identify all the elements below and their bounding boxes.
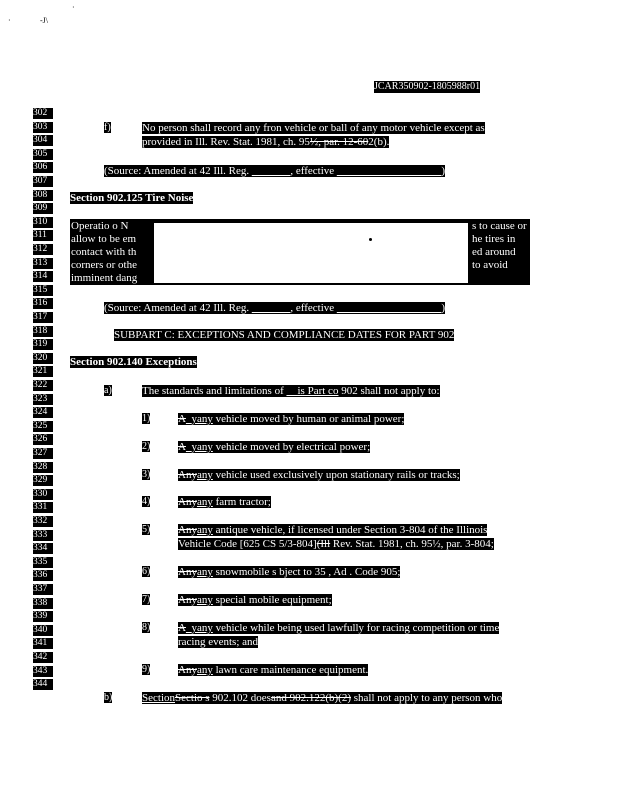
operation-line3-b: ed around	[472, 246, 516, 258]
item-text-b: vehicle moved by human or animal power;	[212, 413, 405, 425]
item-inserted-text: _	[185, 413, 192, 425]
para-f-line1: No person shall record any fron vehicle or ball of any motor vehicle except as	[142, 122, 485, 134]
line-number: 338	[33, 598, 53, 609]
item-label: 1)	[142, 413, 151, 424]
para-b-text	[142, 692, 502, 704]
operation-line4-a: corners or othe	[71, 259, 137, 271]
source-note-1-mid: , effective	[290, 165, 337, 177]
line-number: 337	[33, 584, 53, 595]
line-number: 322	[33, 380, 53, 391]
item-struck-text: Any	[178, 664, 197, 676]
line-number: 318	[33, 326, 53, 337]
item-label: 8)	[142, 622, 151, 633]
para-b-text-a: Section	[142, 692, 175, 704]
line-number: 308	[33, 190, 53, 201]
source-note-2-end: )	[441, 302, 446, 314]
para-b-text-b: Sectio s	[175, 692, 210, 704]
item-struck-text: Any	[178, 496, 197, 508]
para-a-label: a)	[104, 385, 112, 396]
item-text	[178, 441, 370, 453]
item-text-line2-a: Vehicle Code [625 CS 5/3-804]	[178, 538, 317, 550]
item-text-b: farm tractor;	[212, 496, 271, 508]
item-text-a: any	[196, 566, 213, 578]
line-number: 335	[33, 557, 53, 568]
line-number: 309	[33, 203, 53, 214]
line-number: 332	[33, 516, 53, 527]
operation-line3-a: contact with th	[71, 246, 137, 258]
item-label: 7)	[142, 594, 151, 605]
section-125-heading: Section 902.125 Tire Noise	[70, 192, 194, 204]
operation-line5-a: imminent dang	[71, 272, 138, 284]
item-struck-text: A	[178, 441, 186, 453]
scan-speck: ·	[8, 16, 11, 25]
line-number: 319	[33, 339, 53, 350]
item-text-a: any	[196, 594, 213, 606]
operation-line1-a: Operatio o N	[71, 220, 129, 232]
source-note-1-end: )	[441, 165, 446, 177]
source-note-1-blank-b: ___________________	[336, 165, 442, 177]
item-text-line2-b: (Ill	[316, 538, 331, 550]
item-text-line2-c: Rev. Stat. 1981, ch. 95½, par. 3-804;	[330, 538, 494, 550]
line-number: 305	[33, 149, 53, 160]
line-number: 307	[33, 176, 53, 187]
line-number: 311	[33, 230, 53, 241]
redaction-block	[154, 223, 468, 283]
para-b-label: b)	[104, 692, 113, 703]
item-label: 5)	[142, 524, 151, 535]
line-number: 314	[33, 271, 53, 282]
source-note-1-blank-a: _______	[251, 165, 291, 177]
line-number: 329	[33, 475, 53, 486]
para-b-text-e: shall not apply to any person who	[351, 692, 503, 704]
item-text-a: any	[196, 664, 213, 676]
item-text-b: snowmobile s bject to 35 , Ad . Code 905;	[212, 566, 401, 578]
item-text-b: vehicle while being used lawfully for racing competition or time	[212, 622, 500, 634]
para-a-text	[142, 385, 440, 397]
source-note-2-text: (Source: Amended at 42 Ill. Reg.	[104, 302, 252, 314]
item-text	[178, 469, 460, 481]
item-text-a: yany	[191, 622, 213, 634]
line-number: 320	[33, 353, 53, 364]
line-number: 330	[33, 489, 53, 500]
line-number: 341	[33, 638, 53, 649]
item-text	[178, 496, 271, 508]
line-number: 306	[33, 162, 53, 173]
line-number: 323	[33, 394, 53, 405]
line-number: 325	[33, 421, 53, 432]
para-b-text-c: 902.102 does	[209, 692, 271, 704]
line-number: 315	[33, 285, 53, 296]
item-text-b: vehicle used exclusively upon stationary rails or tracks;	[212, 469, 460, 481]
item-text	[178, 594, 332, 606]
para-b-text-d: and 902.122(b)(2)	[270, 692, 351, 704]
item-text	[178, 664, 368, 676]
scan-speck: ·	[72, 3, 75, 12]
subpart-heading: SUBPART C: EXCEPTIONS AND COMPLIANCE DATES FOR PART 902	[114, 329, 455, 341]
item-text-a: any	[196, 469, 213, 481]
item-text-a: any	[196, 524, 213, 536]
line-number: 339	[33, 611, 53, 622]
section-140-heading: Section 902.140 Exceptions	[70, 356, 197, 368]
item-inserted-text: _	[185, 441, 192, 453]
line-number: 312	[33, 244, 53, 255]
para-f-line2	[142, 136, 389, 148]
item-struck-text: A	[178, 622, 186, 634]
item-text	[178, 566, 400, 578]
line-number: 303	[33, 122, 53, 133]
item-text	[178, 524, 487, 536]
line-number: 326	[33, 434, 53, 445]
item-label: 9)	[142, 664, 151, 675]
para-f-line2-b: ½, par. 12-60	[309, 136, 369, 148]
item-text-line2	[178, 538, 494, 550]
line-number: 343	[33, 666, 53, 677]
item-struck-text: Any	[178, 524, 197, 536]
item-struck-text: A	[178, 413, 186, 425]
item-text-line2-a: racing events; and	[178, 636, 259, 648]
line-number: 336	[33, 570, 53, 581]
source-note-2-blank-a: _______	[251, 302, 291, 314]
line-number: 317	[33, 312, 53, 323]
source-note-1-text: (Source: Amended at 42 Ill. Reg.	[104, 165, 252, 177]
line-number: 328	[33, 462, 53, 473]
item-struck-text: Any	[178, 469, 197, 481]
item-text-b: lawn care maintenance equipment.	[212, 664, 369, 676]
operation-line2-a: allow to be em	[71, 233, 137, 245]
corner-mark: -J\	[40, 16, 48, 25]
line-number: 342	[33, 652, 53, 663]
item-label: 4)	[142, 496, 151, 507]
line-number: 313	[33, 258, 53, 269]
item-inserted-text: _	[185, 622, 192, 634]
item-text	[178, 622, 499, 634]
para-a-text-a: The standards and limitations of	[142, 385, 287, 397]
operation-line1-b: s to cause or	[472, 220, 527, 232]
item-text-b: vehicle moved by electrical power;	[212, 441, 371, 453]
line-number: 333	[33, 530, 53, 541]
line-number: 321	[33, 366, 53, 377]
item-text-a: any	[196, 496, 213, 508]
line-number: 334	[33, 543, 53, 554]
para-f-line2-c: 2(b).	[368, 136, 390, 148]
para-f-line2-a: provided in Ill. Rev. Stat. 1981, ch. 95	[142, 136, 310, 148]
item-text-b: special mobile equipment;	[212, 594, 332, 606]
operation-line2-b: he tires in	[472, 233, 516, 245]
source-note-2	[104, 302, 445, 314]
line-number: 340	[33, 625, 53, 636]
document-id: JCAR350902-1805988r01	[374, 81, 481, 92]
item-label: 3)	[142, 469, 151, 480]
para-a-text-c: 902 shall not apply to:	[338, 385, 440, 397]
item-struck-text: Any	[178, 566, 197, 578]
scan-dot	[369, 238, 372, 241]
line-number: 327	[33, 448, 53, 459]
line-number: 304	[33, 135, 53, 146]
item-text-line2	[178, 636, 258, 648]
line-number: 316	[33, 298, 53, 309]
item-text-b: antique vehicle, if licensed under Section 3-804 of the Illinois	[212, 524, 488, 536]
item-struck-text: Any	[178, 594, 197, 606]
line-number: 344	[33, 679, 53, 690]
operation-line4-b: to avoid	[472, 259, 508, 271]
item-label: 2)	[142, 441, 151, 452]
item-text-a: yany	[191, 441, 213, 453]
line-number: 324	[33, 407, 53, 418]
operation-paragraph	[70, 219, 530, 285]
line-number: 310	[33, 217, 53, 228]
item-text	[178, 413, 404, 425]
source-note-2-mid: , effective	[290, 302, 337, 314]
item-label: 6)	[142, 566, 151, 577]
source-note-2-blank-b: ___________________	[336, 302, 442, 314]
line-number: 302	[33, 108, 53, 119]
source-note-1	[104, 165, 445, 177]
para-a-text-b: __is Part co	[286, 385, 339, 397]
line-number: 331	[33, 502, 53, 513]
para-f-label: f)	[104, 122, 111, 133]
item-text-a: yany	[191, 413, 213, 425]
